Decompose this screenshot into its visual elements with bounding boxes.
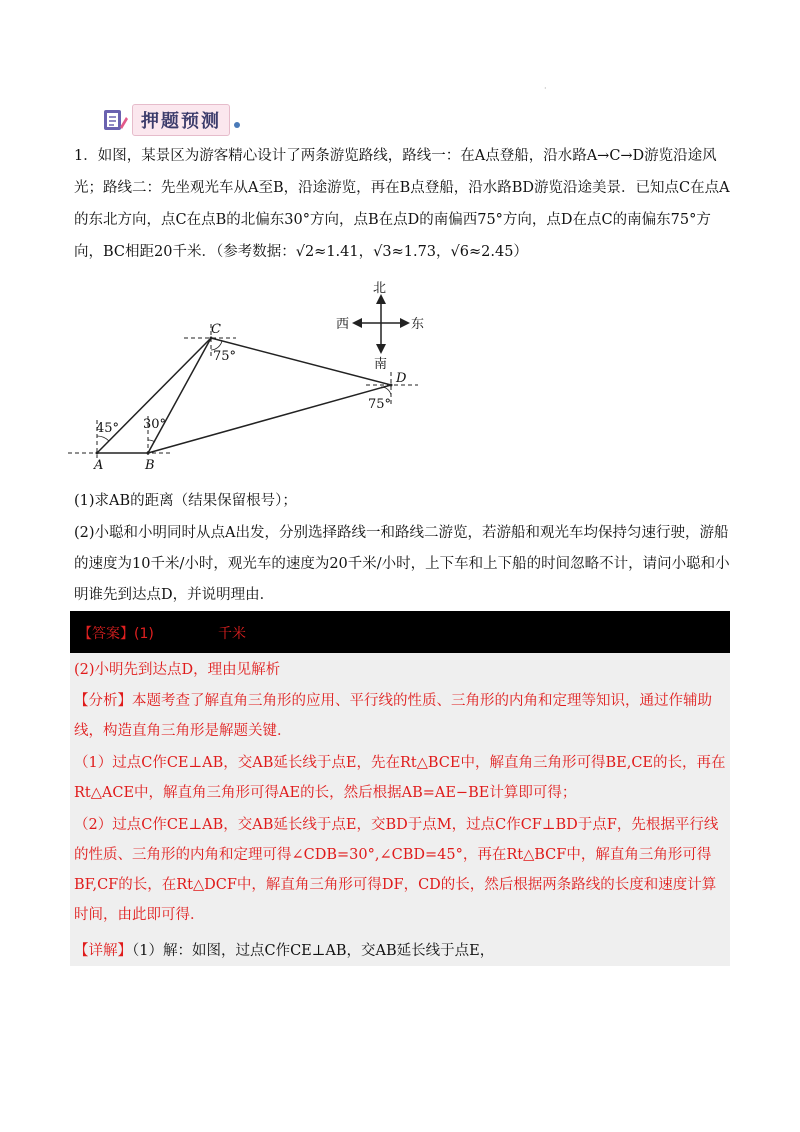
label-point-c: C [211,322,221,337]
compass-east: 东 [411,317,425,332]
compass-south: 南 [374,357,388,372]
detail-label: 【详解】 [74,943,132,959]
header-dot [234,122,240,128]
detail-text: （1）解：如图，过点C作CE⊥AB，交AB延长线于点E， [132,943,495,959]
question-intro: 1．如图，某景区为游客精心设计了两条游览路线，路线一：在A点登船，沿水路A→C→D游览沿途风光；路线二：先坐观光车从A至B，沿途游览，再在B点登船，沿水路BD游览沿途美景．已知点C在点A的东北方向，点C在点B的北偏东30°方向，点B在点D的南偏西75°方向，点D在点C的南偏东75°方向，BC相距20千米．（参考数据：√2≈1.41，√3≈1.73，√6≈2.45） [74,148,730,260]
angle-arc-b [148,440,155,442]
notebook-pen-icon [102,107,128,133]
geometry-diagram [66,280,426,480]
answer-unit: 千米 [218,626,246,642]
analysis [74,686,728,746]
angle-label-a: 45° [96,421,120,436]
answer-bar [70,611,730,653]
detail [74,936,728,966]
arrow-west-icon [352,318,362,328]
angle-label-c: 75° [213,349,237,364]
arrow-east-icon [400,318,410,328]
angle-label-b: 30° [143,417,167,432]
compass-west: 西 [336,317,350,332]
label-point-a: A [94,458,104,473]
question-part-1: (1)求AB的距离（结果保留根号）； [74,493,297,509]
section-title: 押题预测 [132,104,230,136]
analysis-step-1: （1）过点C作CE⊥AB，交AB延长线于点E，先在Rt△BCE中，解直角三角形可得BE,CE的长，再在Rt△ACE中，解直角三角形可得AE的长，然后根据AB=AE−BE计算即可得； [74,755,726,801]
angle-arc-d [381,387,391,395]
page-dot: · [544,84,547,93]
answer-label: 【答案】(1) [78,626,154,642]
segment-bd [148,385,391,453]
label-point-b: B [145,458,155,473]
label-point-d: D [396,371,407,386]
analysis-label: 【分析】 [74,693,132,709]
section-header [102,104,240,136]
analysis-text: 本题考查了解直角三角形的应用、平行线的性质、三角形的内角和定理等知识，通过作辅助线，构造直角三角形是解题关键． [74,693,712,739]
answer-part-2: (2)小明先到达点D，理由见解析 [74,662,281,678]
segment-bc [148,338,211,453]
compass-rose [336,281,424,372]
angle-arc-a [97,436,109,441]
arrow-south-icon [376,344,386,354]
compass-north: 北 [373,281,387,296]
question-part-2: (2)小聪和小明同时从点A出发，分别选择路线一和路线二游览，若游船和观光车均保持匀速行驶，游船的速度为10千米/小时，观光车的速度为20千米/小时，上下车和上下船的时间忽略不计，请问小聪和小明谁先到达点D，并说明理由． [74,525,730,603]
analysis-step-2: （2）过点C作CE⊥AB，交AB延长线于点E，交BD于点M，过点C作CF⊥BD于点F，先根据平行线的性质、三角形的内角和定理可得∠CDB=30°,∠CBD=45°，再在Rt△BCF中，解直角三角形可得BF,CF的长，在Rt△DCF中，解直角三角形可得DF，CD的长，然后根据两条路线的长度和速度计算时间，由此即可得． [74,817,719,923]
angle-label-d: 75° [368,397,392,412]
segment-cd [211,338,391,385]
